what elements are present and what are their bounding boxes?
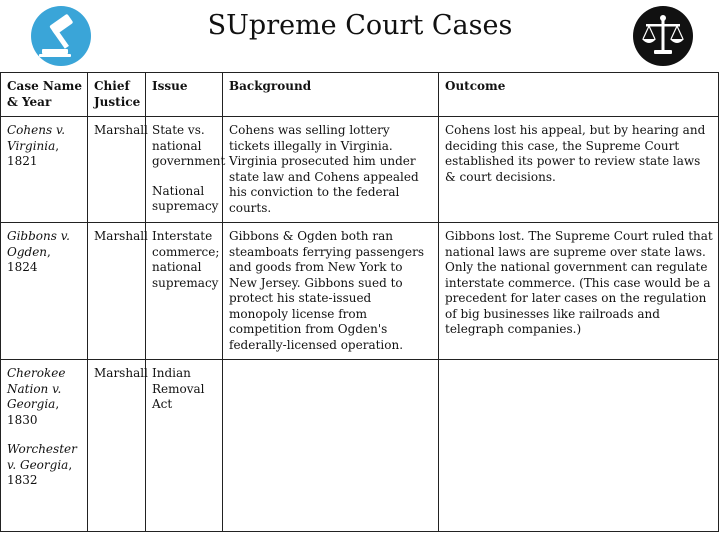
case-name-cell xyxy=(1,223,88,360)
case-title: Gibbons v. Ogden xyxy=(7,229,70,259)
cases-table xyxy=(0,72,719,532)
justice-cell: Marshall xyxy=(88,223,146,360)
outcome-cell: Gibbons lost. The Supreme Court ruled that national laws are supreme over state laws. Only the national government can regulate interstate commerce. (This case would be a precedent for later cases on the regulation of big businesses like railroads and telegraph companies.) xyxy=(439,223,719,360)
case-year: , 1824 xyxy=(7,244,51,274)
case-year: , 1830 xyxy=(7,397,60,427)
case-year: , 1821 xyxy=(7,138,60,168)
header-chief-justice: Chief Justice xyxy=(88,73,146,117)
header-issue: Issue xyxy=(146,73,223,117)
header-case-name: Case Name & Year xyxy=(1,73,88,117)
page-title: SUpreme Court Cases xyxy=(207,10,513,41)
case-title: Cherokee Nation v. Georgia xyxy=(7,366,66,411)
header-outcome: Outcome xyxy=(439,73,719,117)
issue-cell: Interstate commerce; national supremacy xyxy=(146,223,223,360)
issue-cell: Indian Removal Act xyxy=(146,360,223,532)
issue-text-2: National supremacy xyxy=(152,183,219,213)
header-background: Background xyxy=(223,73,439,117)
outcome-cell xyxy=(439,360,719,532)
outcome-cell: Cohens lost his appeal, but by hearing and deciding this case, the Supreme Court established its power to review state laws & court decisions. xyxy=(439,117,719,223)
table-row xyxy=(1,223,719,360)
justice-cell: Marshall xyxy=(88,117,146,223)
case-title: Cohens v. Virginia xyxy=(7,123,66,153)
issue-cell xyxy=(146,117,226,223)
case-name-cell xyxy=(1,117,88,223)
table-row xyxy=(1,117,719,223)
background-cell: Gibbons & Ogden both ran steamboats ferrying passengers and goods from New York to New Jersey. Gibbons sued to protect his state-issued monopoly license from competition from Ogden's federally-licensed operation. xyxy=(223,223,439,360)
justice-cell: Marshall xyxy=(88,360,146,532)
case-year-2: , 1832 xyxy=(7,457,73,487)
issue-text: State vs. national government xyxy=(152,123,226,168)
case-name-cell xyxy=(1,360,88,532)
table-header-row xyxy=(1,73,719,117)
background-cell xyxy=(223,360,439,532)
case-title-2: Worchester v. Georgia xyxy=(7,442,77,472)
background-cell: Cohens was selling lottery tickets illegally in Virginia. Virginia prosecuted him under state law and Cohens appealed his conviction to the federal courts. xyxy=(223,117,439,223)
table-row xyxy=(1,360,719,532)
